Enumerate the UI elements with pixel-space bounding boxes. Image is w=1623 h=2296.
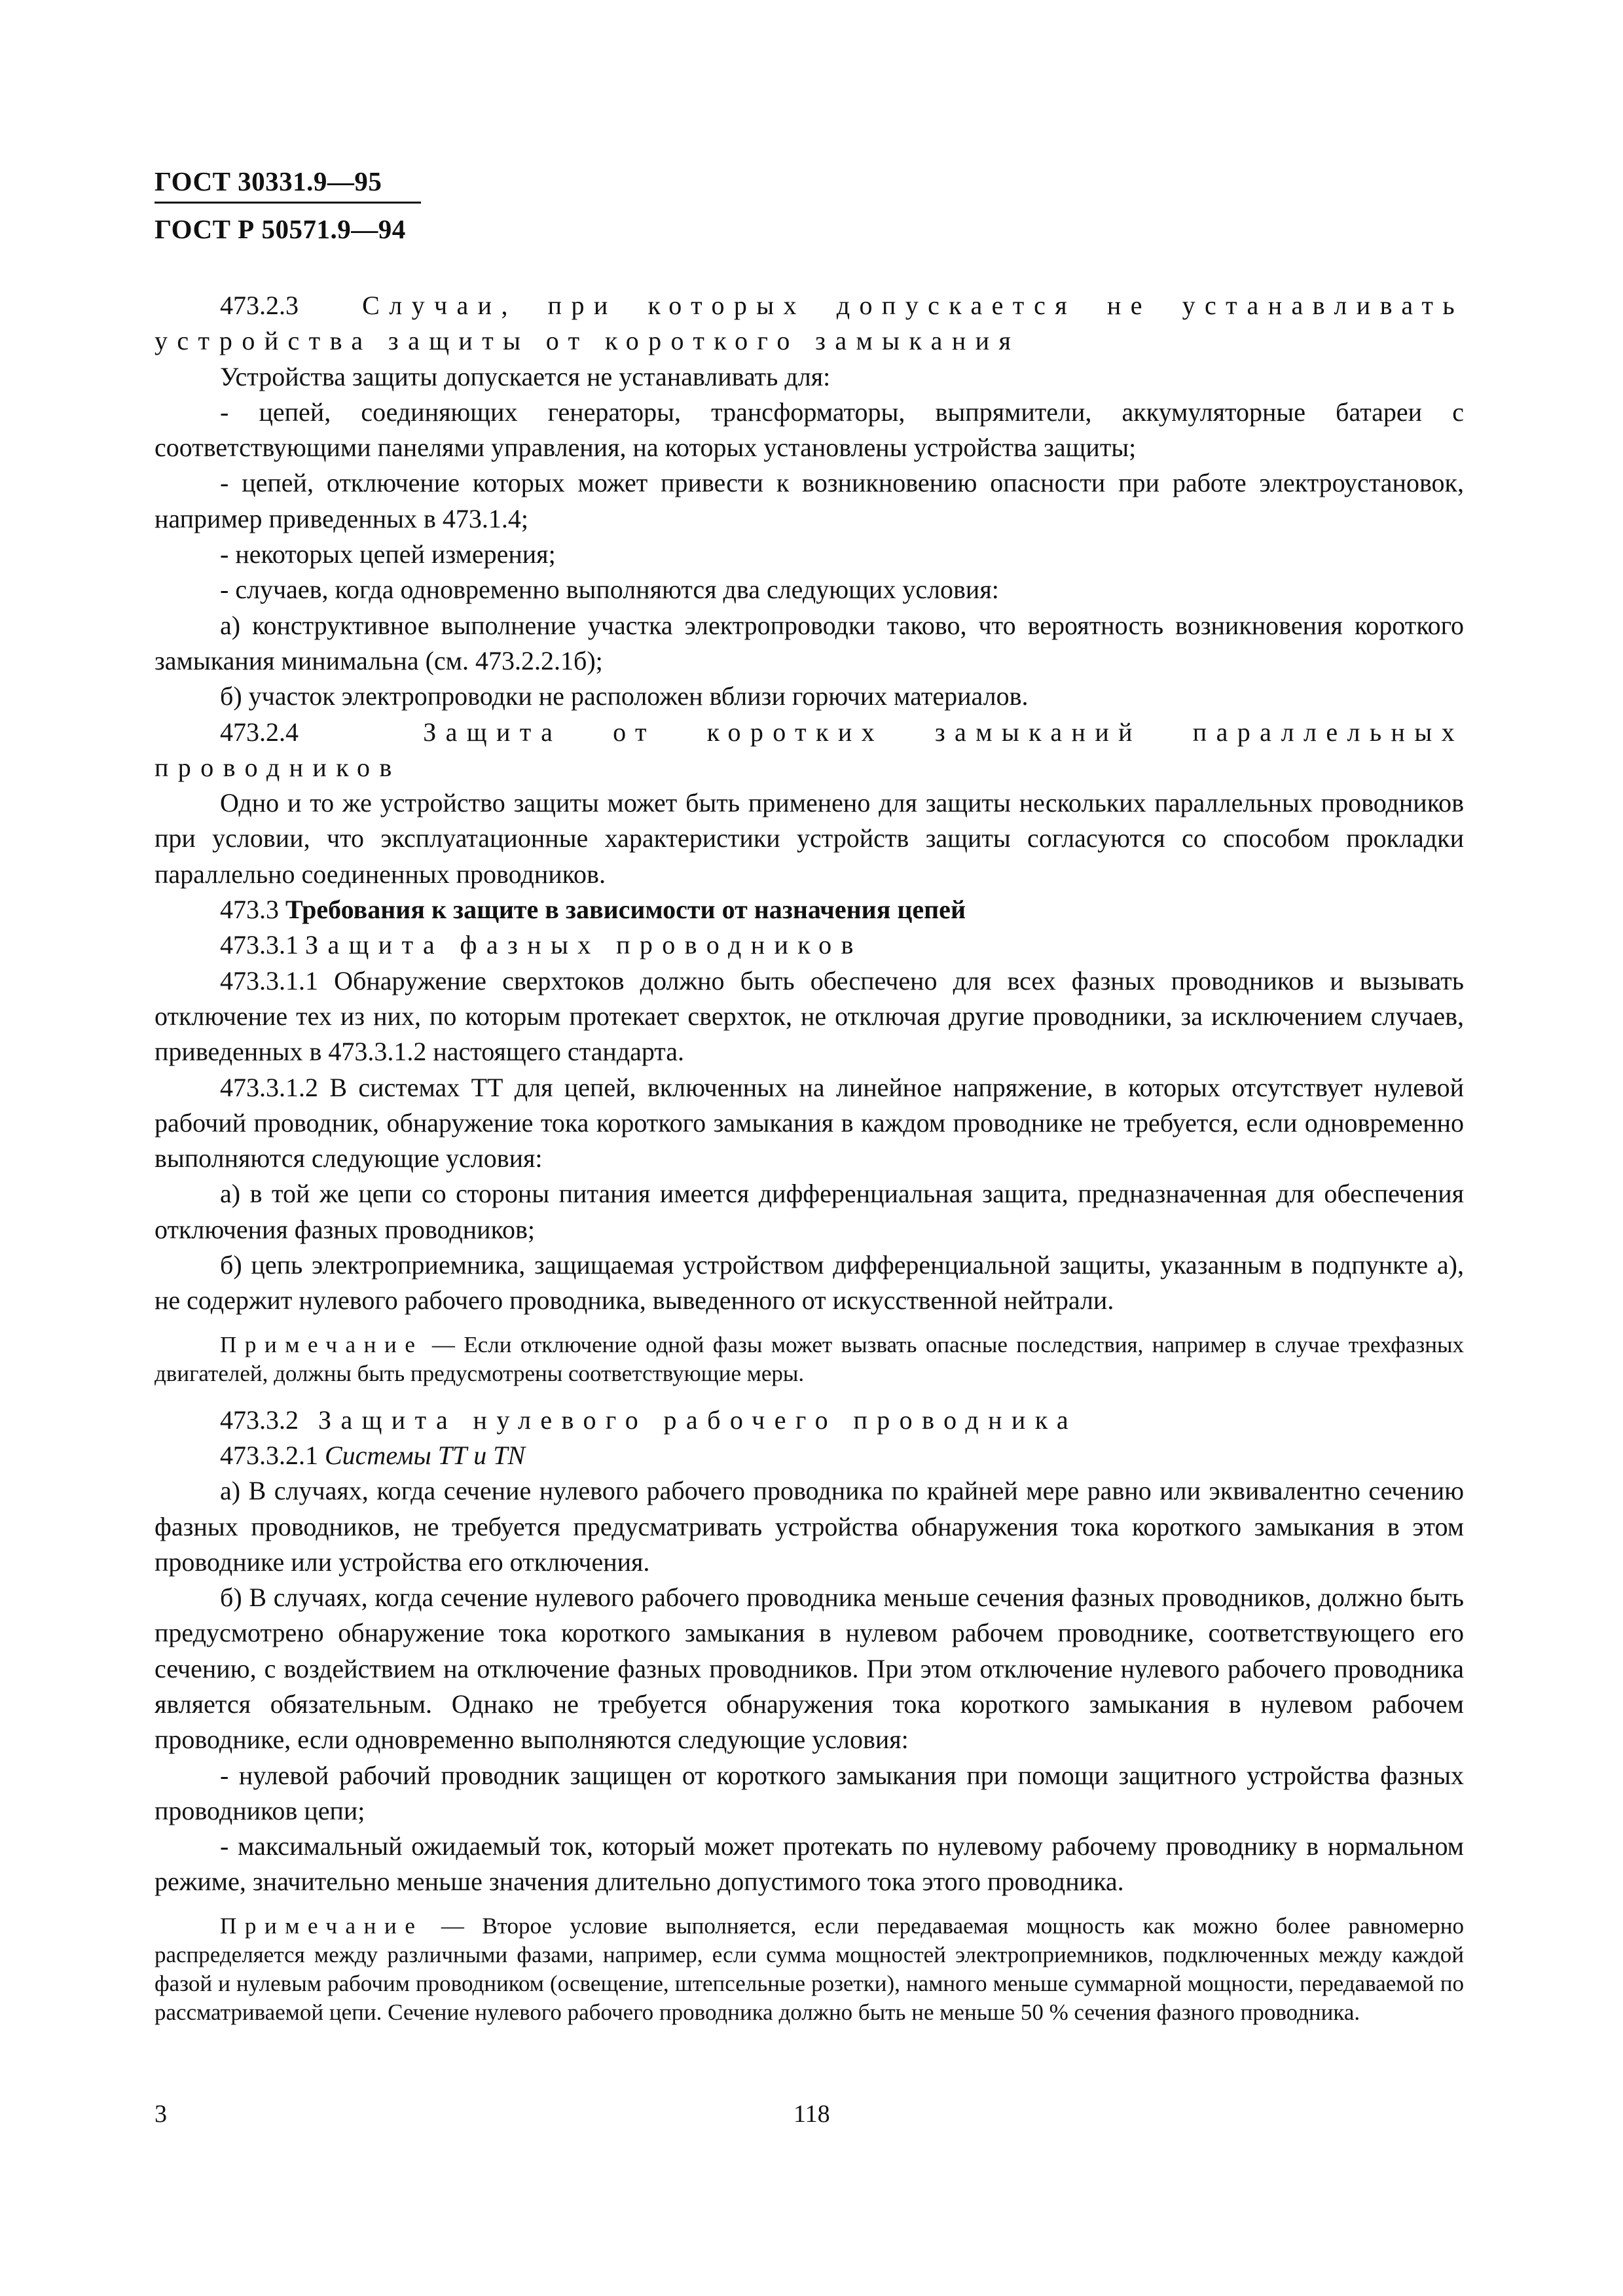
- clause-473-3-2-1-heading: [155, 1438, 1464, 1473]
- list-item: а) В случаях, когда сечение нулевого рабочего проводника по крайней мере равно или эквивалентно сечению фазных проводников, не требуется предусматривать устройства обнаружения тока короткого замыкания в этом проводнике или устройства его отключения.: [155, 1476, 1464, 1577]
- clause-title: Случаи, при которых допускается не устанавливать устройства защиты от короткого замыкания: [155, 291, 1464, 356]
- page-number-left: 3: [155, 2100, 167, 2128]
- clause-number: 473.3: [220, 895, 279, 925]
- clause-title: Требования к защите в зависимости от назначения цепей: [285, 895, 966, 925]
- note-2: [155, 1912, 1464, 2027]
- standard-code-2: ГОСТ Р 50571.9—94: [155, 214, 406, 244]
- note-label: Примечание: [220, 1331, 424, 1357]
- paragraph: Устройства защиты допускается не устанавливать для:: [220, 361, 831, 391]
- clause-473-3-heading: [155, 892, 1464, 927]
- list-item: - случаев, когда одновременно выполняются два следующих условия:: [220, 575, 999, 605]
- standard-code-1: ГОСТ 30331.9—95: [155, 166, 382, 196]
- clause-473-3-2-heading: [155, 1403, 1464, 1438]
- list-item: - цепей, отключение которых может привести к возникновению опасности при работе электроустановок, например приведенных в 473.1.4;: [155, 468, 1464, 533]
- note-text: — Второе условие выполняется, если передаваемая мощность как можно более равномерно распределяется между различными фазами, например, если сумма мощностей электроприемников, подключенных между каждой фазой и нулевым рабочим проводником (освещение, штепсельные розетки), намного меньше суммарной мощности, передаваемой по рассматриваемой цепи. Сечение нулевого рабочего проводника должно быть не меньше 50 % сечения фазного проводника.: [155, 1912, 1464, 2025]
- list-item: - цепей, соединяющих генераторы, трансформаторы, выпрямители, аккумуляторные батареи с соответствующими панелями управления, на которых установлены устройства защиты;: [155, 397, 1464, 463]
- clause-number: 473.3.2.1: [220, 1440, 318, 1470]
- clause-number: 473.2.4: [220, 717, 299, 747]
- list-item: - нулевой рабочий проводник защищен от короткого замыкания при помощи защитного устройства фазных проводников цепи;: [155, 1760, 1464, 1825]
- clause-number: 473.3.2: [220, 1405, 299, 1435]
- paragraph: 473.3.1.2 В системах ТТ для цепей, включенных на линейное напряжение, в которых отсутствует нулевой рабочий проводник, обнаружение тока короткого замыкания в каждом проводнике не требуется, если одновременно выполняются следующие условия:: [155, 1072, 1464, 1174]
- note-1: [155, 1331, 1464, 1388]
- page-number-center: 118: [793, 2100, 830, 2128]
- list-item: а) конструктивное выполнение участка электропроводки таково, что вероятность возникновения короткого замыкания минимальна (см. 473.2.2.1б);: [155, 610, 1464, 675]
- list-item: б) участок электропроводки не расположен вблизи горючих материалов.: [220, 681, 1029, 711]
- document-body: [155, 288, 1464, 2041]
- clause-number: 473.2.3: [220, 291, 299, 320]
- list-item: а) в той же цепи со стороны питания имеется дифференциальная защита, предназначенная для обеспечения отключения фазных проводников;: [155, 1179, 1464, 1244]
- list-item: - некоторых цепей измерения;: [220, 539, 556, 569]
- list-item: б) цепь электроприемника, защищаемая устройством дифференциальной защиты, указанным в подпункте а), не содержит нулевого рабочего проводника, выведенного от искусственной нейтрали.: [155, 1250, 1464, 1316]
- paragraph: 473.3.1.1 Обнаружение сверхтоков должно быть обеспечено для всех фазных проводников и вызывать отключение тех из них, по которым протекает сверхток, не отключая другие проводники, за исключением случаев, приведенных в 473.3.1.2 настоящего стандарта.: [155, 965, 1464, 1067]
- note-text: — Если отключение одной фазы может вызвать опасные последствия, например в случае трехфазных двигателей, должны быть предусмотрены соответствующие меры.: [155, 1331, 1464, 1386]
- standard-header: [155, 165, 429, 245]
- list-item: - максимальный ожидаемый ток, который может протекать по нулевому рабочему проводнику в нормальном режиме, значительно меньше значения длительно допустимого тока этого проводника.: [155, 1831, 1464, 1897]
- clause-title: Системы ТТ и TN: [325, 1440, 526, 1470]
- note-label: Примечание: [220, 1912, 424, 1939]
- clause-473-2-4-heading: [155, 715, 1464, 786]
- header-rule: [155, 202, 421, 204]
- clause-title: Защита фазных проводников: [305, 930, 863, 960]
- clause-title: Защита от коротких замыканий параллельных проводников: [155, 717, 1464, 782]
- paragraph: Одно и то же устройство защиты может быть применено для защиты нескольких параллельных проводников при условии, что эксплуатационные характеристики устройств защиты согласуются со способом прокладки параллельно соединенных проводников.: [155, 788, 1464, 889]
- clause-473-3-1-heading: [155, 927, 1464, 963]
- clause-473-2-3-heading: [155, 288, 1464, 359]
- clause-title: Защита нулевого рабочего проводника: [318, 1405, 1078, 1435]
- list-item: б) В случаях, когда сечение нулевого рабочего проводника меньше сечения фазных проводников, должно быть предусмотрено обнаружение тока короткого замыкания в нулевом рабочем проводнике, соответствующего его сечению, с воздействием на отключение фазных проводников. При этом отключение нулевого рабочего проводника является обязательным. Однако не требуется обнаружения тока короткого замыкания в нулевом рабочем проводнике, если одновременно выполняются следующие условия:: [155, 1583, 1464, 1755]
- clause-number: 473.3.1: [220, 930, 299, 960]
